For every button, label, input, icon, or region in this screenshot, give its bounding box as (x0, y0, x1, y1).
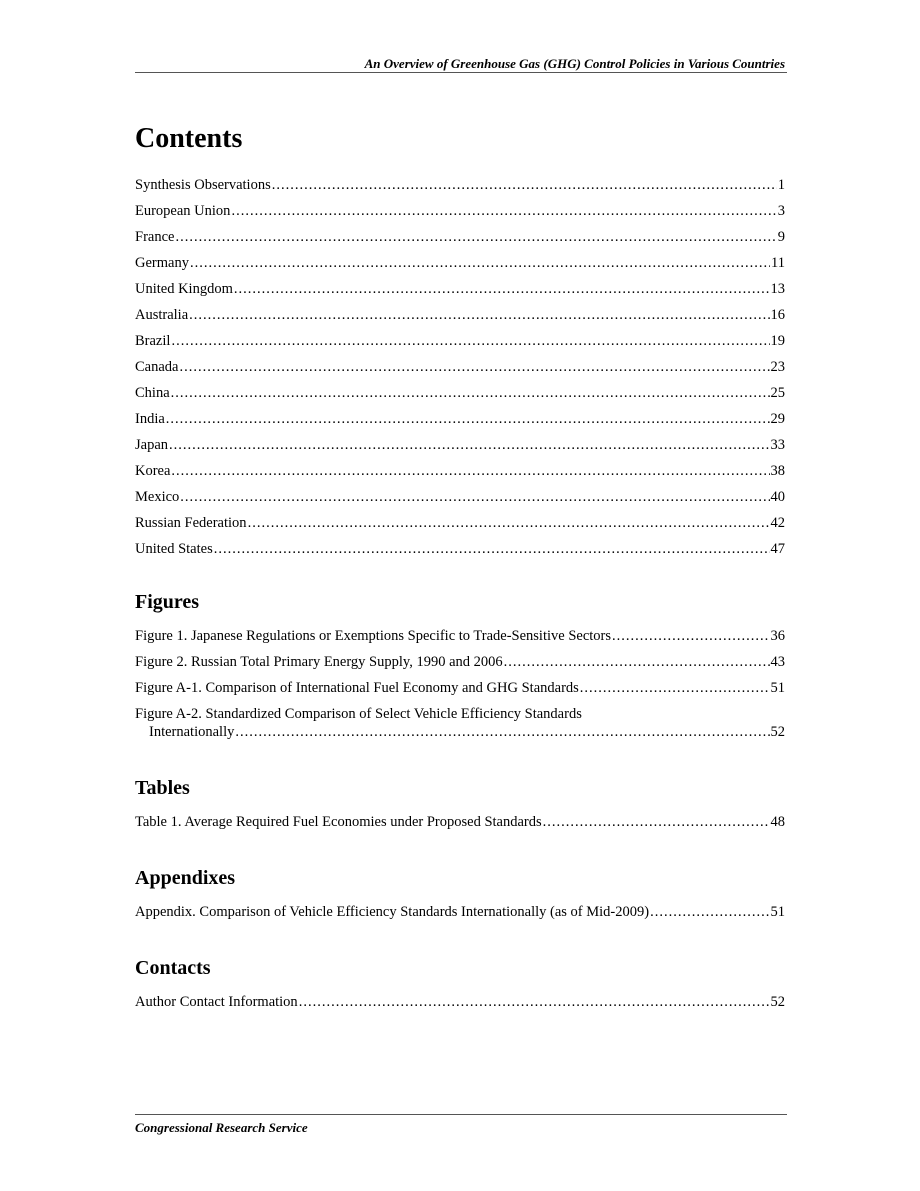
toc-entry[interactable] (135, 540, 785, 566)
toc-entry-continuation (135, 723, 785, 749)
toc-entry[interactable] (135, 627, 785, 653)
toc-entry-label-continued: Internationally (149, 724, 235, 740)
toc-entry[interactable] (135, 993, 785, 1019)
toc-entry-page: 9 (777, 229, 785, 245)
running-footer: Congressional Research Service (135, 1120, 308, 1135)
toc-entry-label: Table 1. Average Required Fuel Economies under Proposed Standards (135, 814, 542, 830)
tables-section (135, 775, 785, 839)
toc-entry[interactable] (135, 254, 785, 280)
figures-heading: Figures (135, 591, 200, 613)
toc-entry[interactable] (135, 410, 785, 436)
toc-entry[interactable] (135, 358, 785, 384)
toc-entry[interactable] (135, 488, 785, 514)
appendixes-section (135, 865, 785, 929)
toc-entry-page: 52 (770, 724, 785, 740)
dot-leader (171, 332, 769, 350)
toc-entry[interactable] (135, 462, 785, 488)
toc-entry[interactable] (135, 228, 785, 254)
toc-entry[interactable] (135, 903, 785, 929)
dot-leader (180, 488, 769, 506)
toc-entry-page: 25 (770, 385, 785, 401)
toc-entry[interactable] (135, 653, 785, 679)
toc-entry-label: Russian Federation (135, 515, 247, 531)
toc-entry-page: 48 (770, 814, 785, 830)
dot-leader (166, 410, 770, 428)
dot-leader (650, 903, 769, 921)
appendixes-heading: Appendixes (135, 867, 236, 889)
toc-entry-label: India (135, 411, 165, 427)
dot-leader (248, 514, 770, 532)
toc-entry[interactable] (135, 705, 785, 749)
toc-entry[interactable] (135, 202, 785, 228)
toc-entry-page: 1 (777, 177, 785, 193)
toc-entry-page: 40 (770, 489, 785, 505)
toc-entry-page: 51 (770, 680, 785, 696)
toc-entry[interactable] (135, 813, 785, 839)
tables-heading: Tables (135, 777, 190, 799)
dot-leader (189, 306, 769, 324)
dot-leader (171, 384, 770, 402)
toc-entry-label: China (135, 385, 170, 401)
toc-entry-label: Figure 2. Russian Total Primary Energy Supply, 1990 and 2006 (135, 654, 503, 670)
toc-entry-page: 52 (770, 994, 785, 1010)
toc-entry-label: Korea (135, 463, 171, 479)
toc-entry-label: Mexico (135, 489, 180, 505)
dot-leader (171, 462, 769, 480)
toc-entry-label: Australia (135, 307, 189, 323)
toc-entry-page: 43 (770, 654, 785, 670)
dot-leader (543, 813, 770, 831)
toc-entry-page: 51 (770, 904, 785, 920)
footer-rule (135, 1114, 787, 1115)
figures-section (135, 589, 785, 749)
toc-entry-page: 47 (770, 541, 785, 557)
toc-entry-page: 42 (770, 515, 785, 531)
toc-entry-page: 16 (770, 307, 785, 323)
dot-leader (580, 679, 770, 697)
toc-entry[interactable] (135, 514, 785, 540)
toc-entry-label: Brazil (135, 333, 171, 349)
contacts-section (135, 955, 785, 1019)
toc-entry[interactable] (135, 176, 785, 202)
toc-entry-label: Germany (135, 255, 189, 271)
toc-entry-label: Author Contact Information (135, 994, 298, 1010)
dot-leader (169, 436, 769, 454)
running-header: An Overview of Greenhouse Gas (GHG) Control Policies in Various Countries (364, 56, 785, 71)
dot-leader (231, 202, 776, 220)
contents-heading: Contents (135, 123, 243, 154)
toc-entry[interactable] (135, 306, 785, 332)
toc-entry-page: 33 (770, 437, 785, 453)
toc-entry-page: 13 (770, 281, 785, 297)
dot-leader (234, 280, 770, 298)
toc-entry[interactable] (135, 280, 785, 306)
dot-leader (299, 993, 770, 1011)
toc-entry-page: 29 (770, 411, 785, 427)
toc-entry-label: Appendix. Comparison of Vehicle Efficiency Standards Internationally (as of Mid-2009) (135, 904, 650, 920)
contacts-heading: Contacts (135, 957, 211, 979)
toc-entry-page: 3 (777, 203, 785, 219)
toc-entry-page: 19 (770, 333, 785, 349)
toc-entry[interactable] (135, 332, 785, 358)
toc-entry[interactable] (135, 679, 785, 705)
toc-entry[interactable] (135, 384, 785, 410)
dot-leader (612, 627, 769, 645)
toc-entry-label: United Kingdom (135, 281, 233, 297)
toc-entry-label: Canada (135, 359, 179, 375)
toc-entry-label: European Union (135, 203, 231, 219)
dot-leader (175, 228, 776, 246)
toc-entry-page: 38 (770, 463, 785, 479)
toc-entry-page: 11 (771, 255, 785, 271)
header-rule (135, 72, 787, 73)
toc-entry-label: France (135, 229, 175, 245)
dot-leader (272, 176, 777, 194)
dot-leader (235, 723, 769, 741)
toc-entry-page: 36 (770, 628, 785, 644)
contents-list (135, 176, 785, 566)
dot-leader (504, 653, 770, 671)
dot-leader (214, 540, 770, 558)
toc-entry-label: Synthesis Observations (135, 177, 271, 193)
toc-entry-label: Figure A-2. Standardized Comparison of Select Vehicle Efficiency Standards (135, 706, 582, 722)
toc-entry-page: 23 (770, 359, 785, 375)
dot-leader (190, 254, 770, 272)
toc-entry-label: Figure A-1. Comparison of International Fuel Economy and GHG Standards (135, 680, 579, 696)
toc-entry[interactable] (135, 436, 785, 462)
toc-entry-label: Figure 1. Japanese Regulations or Exemptions Specific to Trade-Sensitive Sectors (135, 628, 612, 644)
toc-entry-label: Japan (135, 437, 169, 453)
toc-entry-label: United States (135, 541, 213, 557)
dot-leader (179, 358, 769, 376)
